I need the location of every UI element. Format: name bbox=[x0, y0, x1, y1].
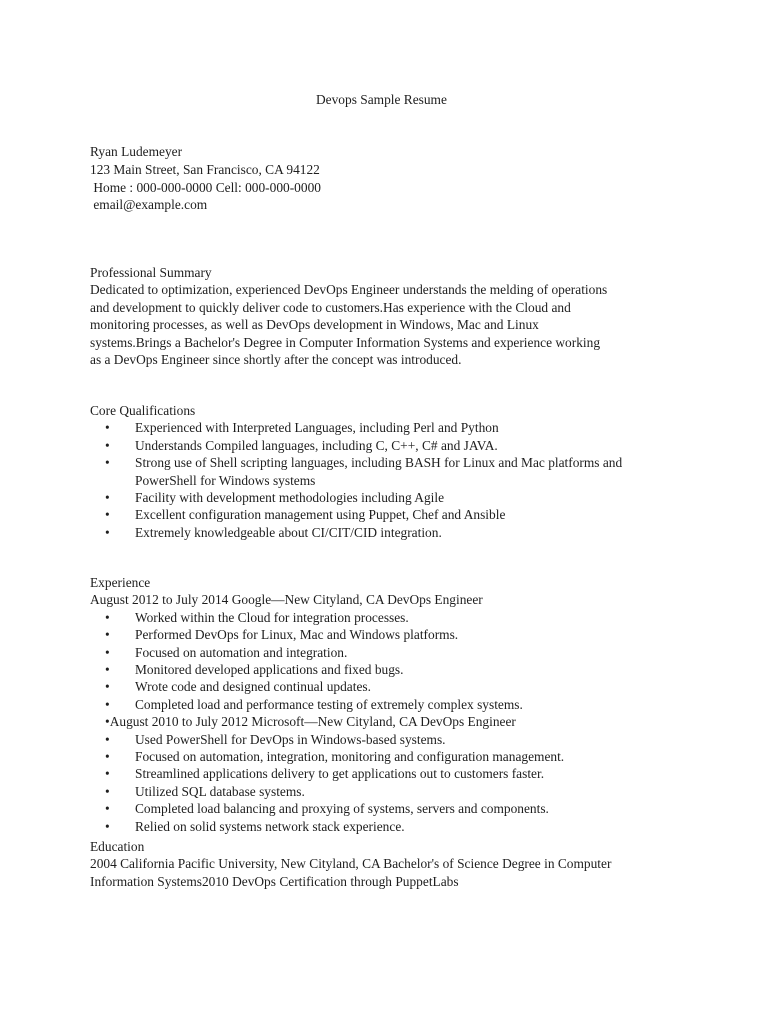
list-item: • Focused on automation and integration. bbox=[90, 644, 690, 661]
list-item: • Utilized SQL database systems. bbox=[90, 783, 690, 800]
list-item: • Performed DevOps for Linux, Mac and Windows platforms. bbox=[90, 626, 690, 643]
education-line: 2004 California Pacific University, New Cityland, CA Bachelor's of Science Degree in Computer bbox=[90, 856, 612, 872]
summary-line: monitoring processes, as well as DevOps development in Windows, Mac and Linux bbox=[90, 317, 539, 333]
experience-heading: Experience bbox=[90, 575, 151, 590]
education-section bbox=[90, 838, 690, 890]
list-item: • Facility with development methodologies including Agile bbox=[90, 489, 690, 506]
summary-line: systems.Brings a Bachelor's Degree in Computer Information Systems and experience working bbox=[90, 334, 601, 350]
qualifications-section bbox=[90, 402, 690, 541]
experience-section bbox=[90, 574, 690, 835]
list-item: • Excellent configuration management using Puppet, Chef and Ansible bbox=[90, 506, 690, 523]
contact-phones: Home : 000-000-0000 Cell: 000-000-0000 bbox=[90, 179, 321, 195]
list-item: • Completed load balancing and proxying of systems, servers and components. bbox=[90, 800, 690, 817]
job2-duties-list bbox=[90, 731, 690, 835]
list-item: • Completed load and performance testing of extremely complex systems. bbox=[90, 696, 690, 713]
summary-section bbox=[90, 264, 690, 368]
list-item: • Monitored developed applications and fixed bugs. bbox=[90, 661, 690, 678]
education-heading: Education bbox=[90, 839, 145, 854]
job1-duties-list bbox=[90, 609, 690, 713]
summary-line: as a DevOps Engineer since shortly after the concept was introduced. bbox=[90, 352, 462, 368]
job-header: August 2012 to July 2014 Google—New Cityland, CA DevOps Engineer bbox=[90, 592, 483, 608]
bullet-glyph: • bbox=[105, 714, 110, 730]
qualifications-heading: Core Qualifications bbox=[90, 403, 196, 418]
contact-name: Ryan Ludemeyer bbox=[90, 144, 183, 159]
list-item: • Strong use of Shell scripting languages, including BASH for Linux and Mac platforms and PowerShell for Windows systems bbox=[90, 454, 690, 489]
summary-line: and development to quickly deliver code to customers.Has experience with the Cloud and bbox=[90, 299, 571, 315]
contact-email: email@example.com bbox=[90, 197, 208, 213]
list-item: • Understands Compiled languages, including C, C++, C# and JAVA. bbox=[90, 437, 690, 454]
qualifications-list bbox=[90, 419, 690, 541]
summary-heading: Professional Summary bbox=[90, 265, 212, 280]
list-item: • Streamlined applications delivery to get applications out to customers faster. bbox=[90, 765, 690, 782]
list-item: • Used PowerShell for DevOps in Windows-based systems. bbox=[90, 731, 690, 748]
summary-line: Dedicated to optimization, experienced DevOps Engineer understands the melding of operations bbox=[90, 282, 608, 298]
document-title: Devops Sample Resume bbox=[316, 92, 447, 107]
list-item: • Experienced with Interpreted Languages, including Perl and Python bbox=[90, 419, 690, 436]
job-header-text: August 2010 to July 2012 Microsoft—New Cityland, CA DevOps Engineer bbox=[109, 714, 516, 730]
list-item: • Relied on solid systems network stack experience. bbox=[90, 818, 690, 835]
list-item: • Worked within the Cloud for integration processes. bbox=[90, 609, 690, 626]
job-header bbox=[90, 713, 690, 730]
list-item: • Focused on automation, integration, monitoring and configuration management. bbox=[90, 748, 690, 765]
list-item: • Extremely knowledgeable about CI/CIT/CID integration. bbox=[90, 524, 690, 541]
education-line: Information Systems2010 DevOps Certification through PuppetLabs bbox=[90, 873, 459, 889]
contact-address: 123 Main Street, San Francisco, CA 94122 bbox=[90, 162, 320, 178]
list-item: • Wrote code and designed continual updates. bbox=[90, 678, 690, 695]
contact-block bbox=[90, 143, 690, 214]
